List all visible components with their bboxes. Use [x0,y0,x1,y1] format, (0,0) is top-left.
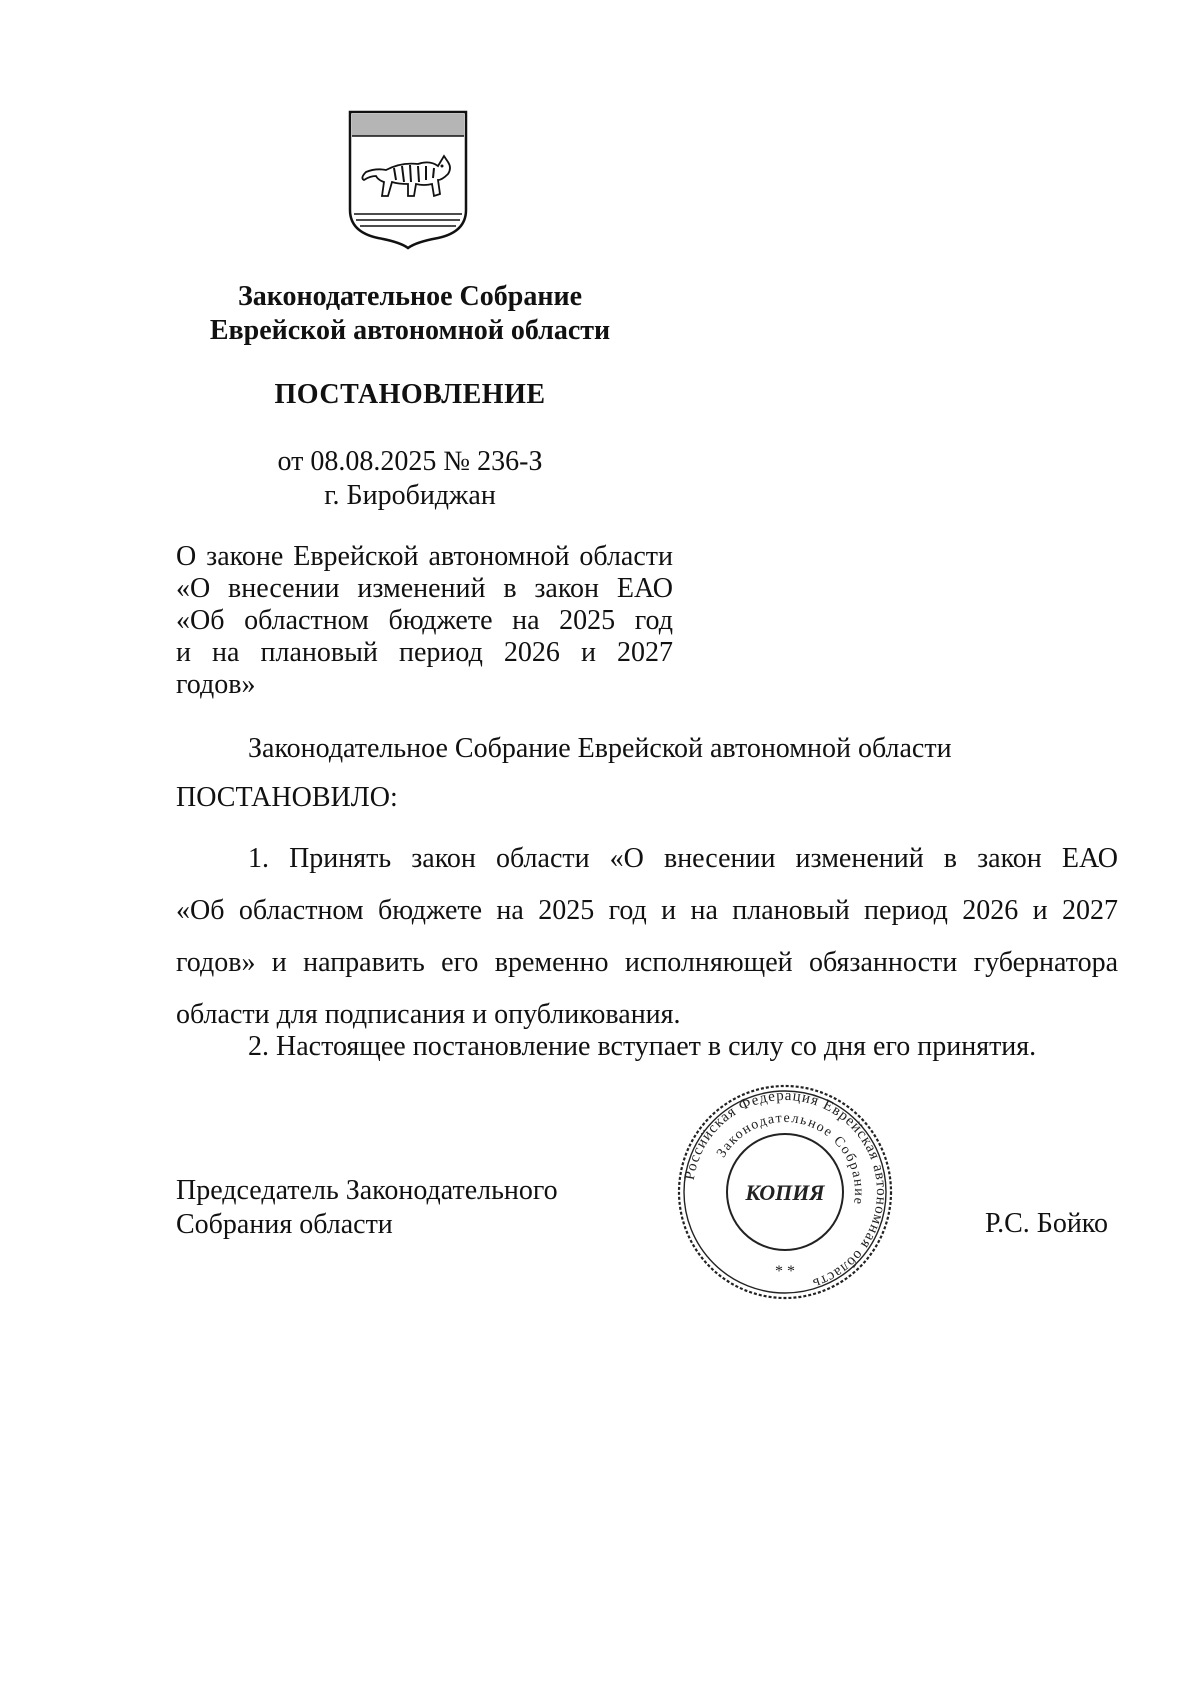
item1-line: годов» и направить его временно исполняющей обязанности губернатора [176,947,1118,978]
signatory-title-line1: Председатель Законодательного [176,1175,558,1206]
signatory-name: Р.С. Бойко [985,1208,1108,1239]
coat-of-arms-emblem [346,110,470,250]
document-subject [176,541,673,701]
signatory-title [176,1174,558,1242]
subject-line: «Об областном бюджете на 2025 год [176,605,673,636]
subject-line: О законе Еврейской автономной области [176,541,673,572]
official-seal-stamp [672,1082,898,1302]
seal-inner-text: Законодательное Собрание [714,1110,867,1207]
resolution-item-2: 2. Настоящее постановление вступает в силу со дня его принятия. [248,1031,1037,1062]
document-city: г. Биробиджан [324,480,496,511]
preamble-text: Законодательное Собрание Еврейской автономной области [248,733,952,764]
subject-line: «О внесении изменений в закон ЕАО [176,573,673,604]
subject-line: годов» [176,669,256,700]
seal-outer-text: Российская Федерация Еврейская автономная область [681,1087,890,1292]
item1-line: 1. Принять закон области «О внесении изменений в закон ЕАО [248,843,1118,874]
signatory-title-line2: Собрания области [176,1209,393,1240]
org-name-line2: Еврейской автономной области [209,315,611,346]
document-type-title: ПОСТАНОВЛЕНИЕ [274,379,546,410]
org-name-line1: Законодательное Собрание [237,281,583,312]
item1-line: «Об областном бюджете на 2025 год и на плановый период 2026 и 2027 [176,895,1118,926]
seal-center-label: КОПИЯ [745,1180,825,1205]
resolved-heading: ПОСТАНОВИЛО: [176,782,398,813]
document-date-number: от 08.08.2025 № 236-З [277,446,543,477]
item1-line: области для подписания и опубликования. [176,999,681,1030]
resolution-item-1 [176,833,1118,1041]
subject-line: и на плановый период 2026 и 2027 [176,637,673,668]
seal-stars: * * [775,1263,795,1280]
